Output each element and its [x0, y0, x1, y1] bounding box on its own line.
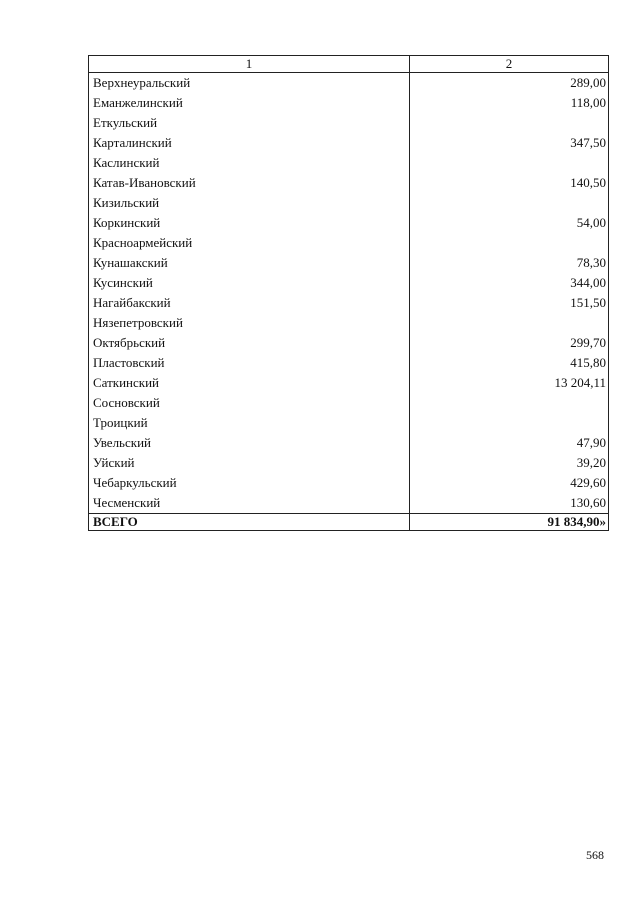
table-row	[89, 113, 609, 133]
district-name: Еманжелинский	[89, 93, 410, 113]
table-row	[89, 433, 609, 453]
district-value: 118,00	[410, 93, 609, 113]
district-value: 54,00	[410, 213, 609, 233]
district-name: Нагайбакский	[89, 293, 410, 313]
table-row	[89, 213, 609, 233]
district-value	[410, 313, 609, 333]
district-name: Пластовский	[89, 353, 410, 373]
district-value: 130,60	[410, 493, 609, 514]
table-row	[89, 373, 609, 393]
district-value: 13 204,11	[410, 373, 609, 393]
table-row	[89, 393, 609, 413]
district-value: 429,60	[410, 473, 609, 493]
table-row	[89, 73, 609, 94]
district-value: 47,90	[410, 433, 609, 453]
district-name: Верхнеуральский	[89, 73, 410, 94]
district-name: Чебаркульский	[89, 473, 410, 493]
district-value	[410, 413, 609, 433]
total-label: ВСЕГО	[89, 514, 410, 531]
table-row	[89, 453, 609, 473]
district-name: Нязепетровский	[89, 313, 410, 333]
district-name: Красноармейский	[89, 233, 410, 253]
table-row	[89, 193, 609, 213]
district-value: 78,30	[410, 253, 609, 273]
table-row	[89, 233, 609, 253]
district-value: 347,50	[410, 133, 609, 153]
table-row	[89, 473, 609, 493]
district-name: Чесменский	[89, 493, 410, 514]
district-name: Саткинский	[89, 373, 410, 393]
district-value: 289,00	[410, 73, 609, 94]
district-value: 415,80	[410, 353, 609, 373]
table-body	[89, 73, 609, 514]
district-name: Карталинский	[89, 133, 410, 153]
table-row	[89, 133, 609, 153]
district-value	[410, 193, 609, 213]
total-value: 91 834,90»	[410, 514, 609, 531]
table-row	[89, 173, 609, 193]
table-row	[89, 333, 609, 353]
district-value	[410, 153, 609, 173]
district-value: 344,00	[410, 273, 609, 293]
district-value: 39,20	[410, 453, 609, 473]
table-header-row	[89, 56, 609, 73]
district-name: Сосновский	[89, 393, 410, 413]
column-header-1: 1	[89, 56, 410, 73]
district-value: 299,70	[410, 333, 609, 353]
page-number: 568	[586, 848, 604, 862]
table-row	[89, 273, 609, 293]
district-name: Октябрьский	[89, 333, 410, 353]
district-name: Еткульский	[89, 113, 410, 133]
district-value	[410, 393, 609, 413]
district-name: Кусинский	[89, 273, 410, 293]
district-name: Каслинский	[89, 153, 410, 173]
table-row	[89, 313, 609, 333]
district-name: Увельский	[89, 433, 410, 453]
table-row	[89, 153, 609, 173]
district-name: Кизильский	[89, 193, 410, 213]
table-row	[89, 253, 609, 273]
district-name: Троицкий	[89, 413, 410, 433]
district-value: 140,50	[410, 173, 609, 193]
district-name: Коркинский	[89, 213, 410, 233]
district-name: Уйский	[89, 453, 410, 473]
data-table	[88, 55, 609, 531]
table-row	[89, 413, 609, 433]
district-name: Кунашакский	[89, 253, 410, 273]
district-value	[410, 233, 609, 253]
table-row	[89, 93, 609, 113]
total-row	[89, 514, 609, 531]
table-row	[89, 293, 609, 313]
table-row	[89, 493, 609, 514]
district-name: Катав-Ивановский	[89, 173, 410, 193]
column-header-2: 2	[410, 56, 609, 73]
district-value: 151,50	[410, 293, 609, 313]
district-value	[410, 113, 609, 133]
table-row	[89, 353, 609, 373]
